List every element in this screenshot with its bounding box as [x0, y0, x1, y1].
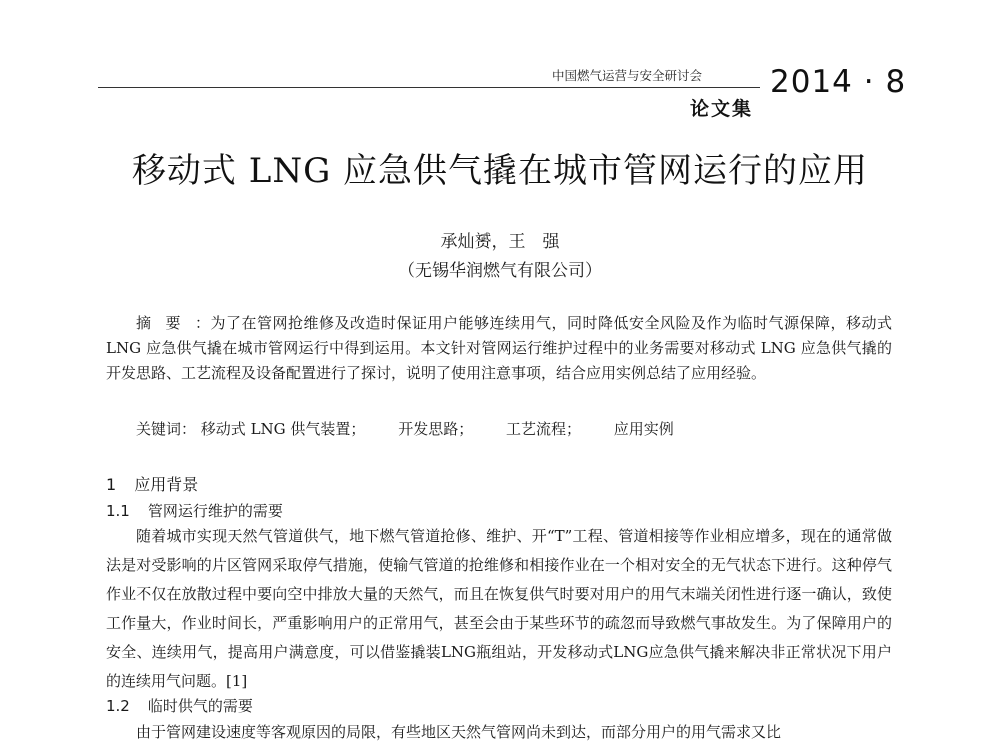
keyword: 移动式 LNG 供气装置； — [200, 420, 366, 438]
section-1-1-body: 随着城市实现天然气管道供气，地下燃气管道抢修、维护、开“T”工程、管道相接等作业相应增多，现在的通常做法是对受影响的片区管网采取停气措施，使输气管道的抢维修和相接作业在一个相对安全的无气状态下进行。这种停气作业不仅在放散过程中要向空中排放大量的天然气，而且在恢复供气时要对用户的用气末端关闭性进行逐一确认，致使工作量大，作业时间长，严重影响用户的正常用气，甚至会由于某些环节的疏忽而导致燃气事故发生。为了保障用户的安全、连续用气，提高用户满意度，可以借鉴撬装LNG瓶组站，开发移动式LNG应急供气撬来解决非正常状况下用户的连续用气问题。[1] — [106, 527, 892, 690]
section-number: 1.2 — [106, 697, 130, 715]
keyword: 工艺流程； — [505, 420, 581, 438]
section-1-2-heading — [106, 695, 253, 716]
proceedings-label: 论文集 — [690, 98, 754, 120]
abstract-text: ：为了在管网抢维修及改造时保证用户能够连续用气，同时降低安全风险及作为临时气源保障，移动式 LNG 应急供气撬在城市管网运行中得到运用。本文针对管网运行维护过程中的业务需要对移动式 LNG 应急供气撬的开发思路、工艺流程及设备配置进行了探讨，说明了使用注意事项，结合应用实例总结了应用经验。 — [106, 314, 892, 382]
section-title: 临时供气的需要 — [147, 697, 253, 715]
section-title: 管网运行维护的需要 — [147, 502, 283, 520]
conference-name: 中国燃气运营与安全研讨会 — [552, 68, 703, 83]
section-title: 应用背景 — [134, 475, 199, 494]
issue-date: 2014 · 8 — [770, 64, 907, 100]
section-1-heading — [106, 472, 198, 495]
keywords-label: 关键词： — [136, 420, 197, 438]
section-1-1-heading — [106, 500, 283, 521]
abstract — [106, 311, 892, 386]
keywords — [136, 417, 674, 442]
keyword: 应用实例 — [613, 420, 674, 438]
authors: 承灿赟，王 强 — [440, 232, 560, 252]
affiliation: （无锡华润燃气有限公司） — [398, 261, 602, 281]
paper-title: 移动式 LNG 应急供气撬在城市管网运行的应用 — [131, 151, 869, 191]
abstract-label: 摘要 — [136, 314, 195, 332]
section-number: 1.1 — [106, 502, 130, 520]
keyword: 开发思路； — [398, 420, 474, 438]
header-rule — [98, 87, 760, 88]
section-1-2-body: 由于管网建设速度等客观原因的局限，有些地区天然气管网尚未到达，而部分用户的用气需求又比 — [136, 723, 782, 741]
section-number: 1 — [106, 475, 117, 494]
